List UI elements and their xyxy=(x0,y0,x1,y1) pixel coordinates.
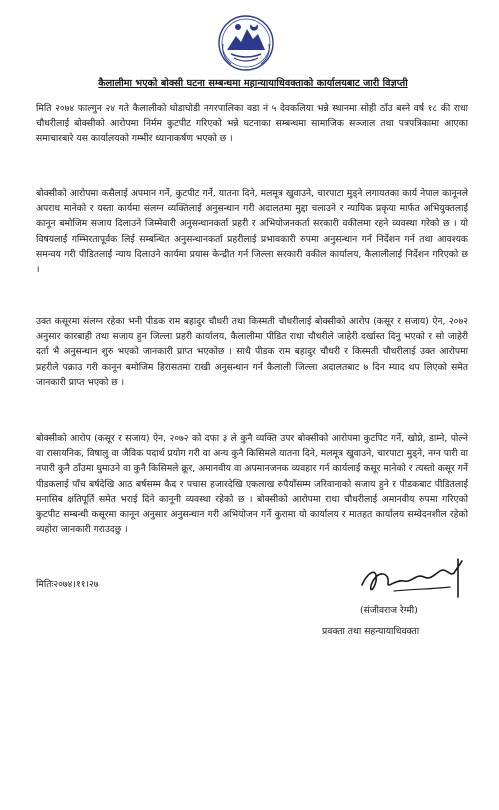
press-release-title: कैलालीमा भएको बोक्सी घटना सम्बन्धमा महान्यायाधिवक्ताको कार्यालयबाट जारी विज्ञप्ती xyxy=(98,78,408,89)
paragraph-incident: मिति २०७४ फाल्गुन २४ गते कैलालीको घोडाघोडी नगरपालिका वडा नं ५ देवकलिया भन्ने स्थानमा सोही ठाँउ बस्ने वर्ष १८ की राधा चौधरीलाई बोक्सीको आरोपमा निर्मम कुटपीट गरिएको भन्ने घटनाका सम्बन्धमा सामाजिक सञ्जाल तथा पत्रपत्रिकामा आएका समाचारबारे यस कार्यालयको गम्भीर ध्यानाकर्षण भएको छ । xyxy=(36,103,468,145)
signer-title: प्रवक्ता तथा सहन्यायाधिवक्ता xyxy=(322,626,420,637)
signer-name: (संजीवराज रेग्मी) xyxy=(360,605,418,616)
release-date: मितिः२०७४।११।२७ xyxy=(36,579,99,590)
nepal-government-emblem-icon xyxy=(217,14,275,72)
paragraph-investigation-status: उक्त कसूरमा संलग्न रहेका भनी पीडक राम बहादुर चौधरी तथा किस्मती चौधरीलाई बोक्सीको आरोप (कसूर र सजाय) ऐन, २०७२ अनुसार कारबाही तथा सजाय हुन जिल्ला प्रहरी कार्यालय, कैलालीमा पीडित राधा चौधरीले जाहेरी दर्खास्त दिनु भएको र सो जाहेरी दर्ता भै अनुसन्धान शुरु भएको जानकारी प्राप्त भएकोछ । साथै पीडक राम बहादुर चौधरी र किस्मती चौधरीलाई उक्त आरोपमा प्रहरीले पक्राउ गरी कानून बमोजिम हिरासतमा राखी अनुसन्धान गर्न कैलाली जिल्ला अदालतबाट ७ दिन म्याद थप लिएको समेत जानकारी प्राप्त भएको छ । xyxy=(36,316,468,388)
signature-icon xyxy=(354,551,472,603)
paragraph-legal-provision: बोक्सीको आरोप (कसूर र सजाय) ऐन, २०७२ को दफा ३ ले कुनै व्यक्ति उपर बोक्सीको आरोपमा कुटपिट गर्ने, खोप्ने, डाम्ने, पोल्ने वा रासायनिक, विषालु वा जैविक पदार्थ प्रयोग गरी वा अन्य कुनै किसिमले यातना दिने, मलमूत्र खुवाउने, चारपाटा मुड्ने, नग्न पारी वा नपारी कुनै ठाँउमा घुमाउने वा कुनै किसिमले क्रूर, अमानवीय वा अपमानजनक व्यवहार गर्न कार्यलाई कसूर मानेको र त्यस्तो कसूर गर्ने पीडकलाई पाँच बर्षदेखि आठ बर्षसम्म कैद र पचास हजारदेखि एकलाख रुपैयाँसम्म जरिवानाको सजाय हुने र पीडकबाट पीडितलाई मनासिब क्षतिपूर्ति समेत भराई दिने कानूनी व्यवस्था रहेको छ । बोक्सीको आरोपमा राधा चौधरीलाई अमानवीय रुपमा गरिएको कुटपीट सम्बन्धी कसूरमा कानून अनुसार अनुसन्धान गरी अभियोजन गर्ने कुरामा यो कार्यालय र मातहत कार्यालय सम्वेदनशील रहेको व्यहोरा जानकारी गराउदछु । xyxy=(36,433,468,536)
paragraph-legal-responsibility: बोक्सीको आरोपमा कसैलाई अपमान गर्ने, कुटपीट गर्ने, यातना दिने, मलमूत्र खुवाउने, चारपाटा मुड्ने लगायतका कार्य नेपाल कानूनले अपराध मानेको र यस्ता कार्यमा संलग्न व्यक्तिलाई अनुसन्धान गरी अदालतमा मुद्दा चलाउने र न्यायिक प्रकृया मार्फत अभियुक्तलाई कानून बमोजिम सजाय दिलाउने जिम्मेवारी अनुसन्धानकर्ता प्रहरी र अभियोजनकर्ता सरकारी वकीलमा रहने व्यवस्था गरेको छ । यो विषयलाई गम्भिरतापूर्वक लिई सम्बन्धित अनुसन्धानकर्ता प्रहरीलाई प्रभावकारी रुपमा अनुसन्धान गर्न निर्देशन गर्न तथा आवश्यक समन्वय गरी पीडितलाई न्याय दिलाउने कार्यमा प्रयास केन्द्रीत गर्न जिल्ला सरकारी वकील कार्यालय, कैलालीलाई निर्देशन गरिएको छ । xyxy=(36,188,468,276)
